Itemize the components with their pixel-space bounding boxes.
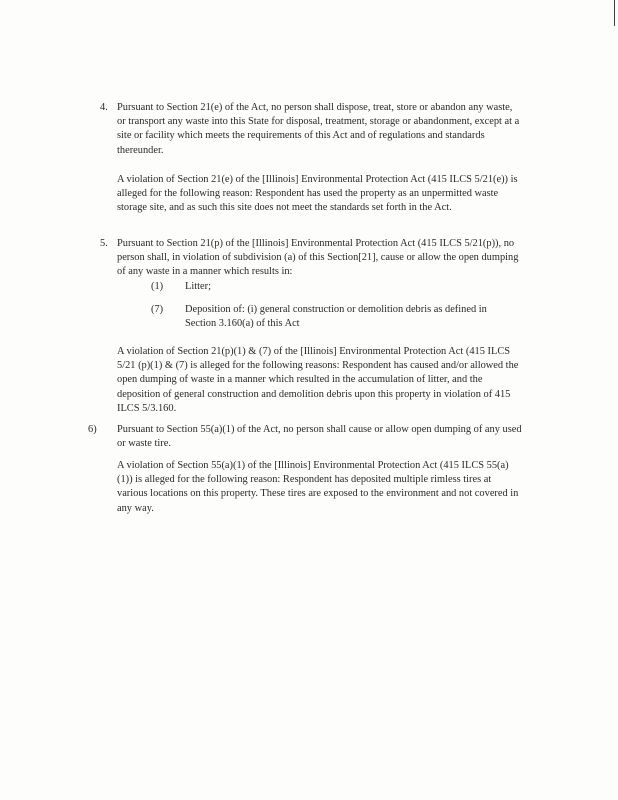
item-4-number: 4. bbox=[100, 102, 108, 113]
item-5-number: 5. bbox=[100, 238, 108, 249]
item-6-number: 6) bbox=[88, 424, 97, 435]
item-5-violation: A violation of Section 21(p)(1) & (7) of the [Illinois] Environmental Protection Act (415 ILCS 5/21 (p)(1) & (7) is alleged for the following reasons: Respondent has caused and/or allowed the open dumping of waste in a manner which resulted in the accumulation of litter, and the deposition of general construction and demolition debris upon this property in violation of 415 ILCS 5/3.160. bbox=[117, 346, 519, 414]
item-6-violation: A violation of Section 55(a)(1) of the [Illinois] Environmental Protection Act (415 ILCS 55(a)(1)) is alleged for the following reason: Respondent has deposited multiple rimless tires at various locations on this property. These tires are exposed to the environment and not covered in any way. bbox=[117, 460, 519, 514]
item-4-paragraph: Pursuant to Section 21(e) of the Act, no person shall dispose, treat, store or abandon any waste, or transport any waste into this State for disposal, treatment, storage or abandonment, except at a site or facility which meets the requirements of this Act and of regulations and standards thereunder. bbox=[117, 102, 520, 156]
scan-edge-mark bbox=[614, 0, 615, 26]
item-5-subitem-1-number: (1) bbox=[151, 281, 164, 292]
item-5-subitem-1-text: Litter; bbox=[185, 281, 211, 292]
item-5-subitem-7-number: (7) bbox=[151, 304, 164, 315]
item-5-subitem-7-text: Deposition of: (i) general construction or demolition debris as defined in Section 3.160(a) of this Act bbox=[185, 304, 487, 330]
item-6-paragraph: Pursuant to Section 55(a)(1) of the Act, no person shall cause or allow open dumping of any used or waste tire. bbox=[117, 424, 522, 450]
item-5-paragraph: Pursuant to Section 21(p) of the [Illinois] Environmental Protection Act (415 ILCS 5/21(p)), no person shall, in violation of subdivision (a) of this Section[21], cause or allow the open dumping of any waste in a manner which results in: bbox=[117, 238, 519, 278]
item-4-violation: A violation of Section 21(e) of the [Illinois] Environmental Protection Act (415 ILCS 5/21(e)) is alleged for the following reason: Respondent has used the property as an unpermitted waste storage site, and as such this site does not meet the standards set forth in the Act. bbox=[117, 174, 518, 214]
